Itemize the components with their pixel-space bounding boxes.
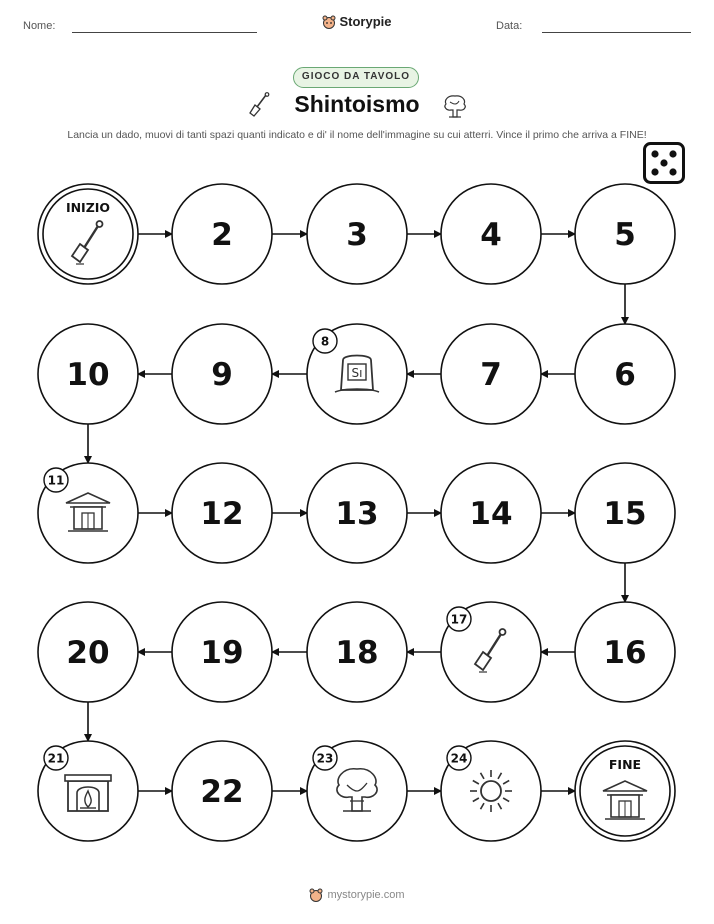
space-number: 13: [335, 496, 379, 532]
space-number: 19: [200, 635, 244, 671]
space-number: 3: [346, 217, 368, 253]
space-number: 9: [211, 357, 233, 393]
board-space-8: [307, 324, 407, 424]
board-space-17: [441, 602, 541, 702]
board-space-5: [575, 184, 675, 284]
board-space-4: [441, 184, 541, 284]
space-number: 5: [614, 217, 636, 253]
board-space-25: [575, 741, 675, 841]
space-number: 22: [200, 774, 244, 810]
board-space-13: [307, 463, 407, 563]
space-number: 2: [211, 217, 233, 253]
category-badge: GIOCO DA TAVOLO: [293, 67, 419, 88]
board-space-24: [441, 741, 541, 841]
board-space-6: [575, 324, 675, 424]
space-number: 14: [469, 496, 513, 532]
board-space-11: [38, 463, 138, 563]
board-space-16: [575, 602, 675, 702]
date-label: Data:: [496, 20, 523, 32]
space-number: 6: [614, 357, 636, 393]
name-label: Nome:: [23, 20, 56, 32]
space-number: 17: [450, 612, 468, 627]
board-space-7: [441, 324, 541, 424]
footer: [0, 888, 714, 902]
board-space-2: [172, 184, 272, 284]
footer-url[interactable]: mystorypie.com: [327, 889, 405, 901]
space-number: 11: [47, 473, 65, 488]
space-number: 8: [320, 334, 330, 349]
space-number: 10: [66, 357, 110, 393]
board-space-14: [441, 463, 541, 563]
page-title: Shintoismo: [294, 91, 420, 117]
brand-name: Storypie: [339, 14, 392, 30]
space-circle: [38, 184, 138, 284]
space-number: 21: [47, 751, 65, 766]
space-number: 23: [316, 751, 334, 766]
board-space-15: [575, 463, 675, 563]
space-number: 7: [480, 357, 502, 393]
space-number: 20: [66, 635, 110, 671]
board-space-21: [38, 741, 138, 841]
board-space-18: [307, 602, 407, 702]
space-number: 24: [450, 751, 468, 766]
board-space-23: [307, 741, 407, 841]
board-space-9: [172, 324, 272, 424]
board-space-22: [172, 741, 272, 841]
space-number: 12: [200, 496, 244, 532]
board-space-10: [38, 324, 138, 424]
board-space-1: [38, 184, 138, 284]
space-label: FINE: [608, 757, 642, 772]
svg-text:Sı: Sı: [351, 366, 363, 380]
board-space-20: [38, 602, 138, 702]
space-number: 4: [480, 217, 502, 253]
space-number: 18: [335, 635, 379, 671]
space-number: 16: [603, 635, 647, 671]
footer-logo-icon: [309, 888, 323, 902]
space-label: INIZIO: [65, 200, 111, 215]
board-space-19: [172, 602, 272, 702]
fireplace-icon: [65, 775, 111, 811]
board-space-3: [307, 184, 407, 284]
instructions: Lancia un dado, muovi di tanti spazi quanti indicato e di' il nome dell'immagine su cui atterri. Vince il primo che arriva a FINE!: [67, 129, 647, 141]
board-space-12: [172, 463, 272, 563]
space-number: 15: [603, 496, 647, 532]
